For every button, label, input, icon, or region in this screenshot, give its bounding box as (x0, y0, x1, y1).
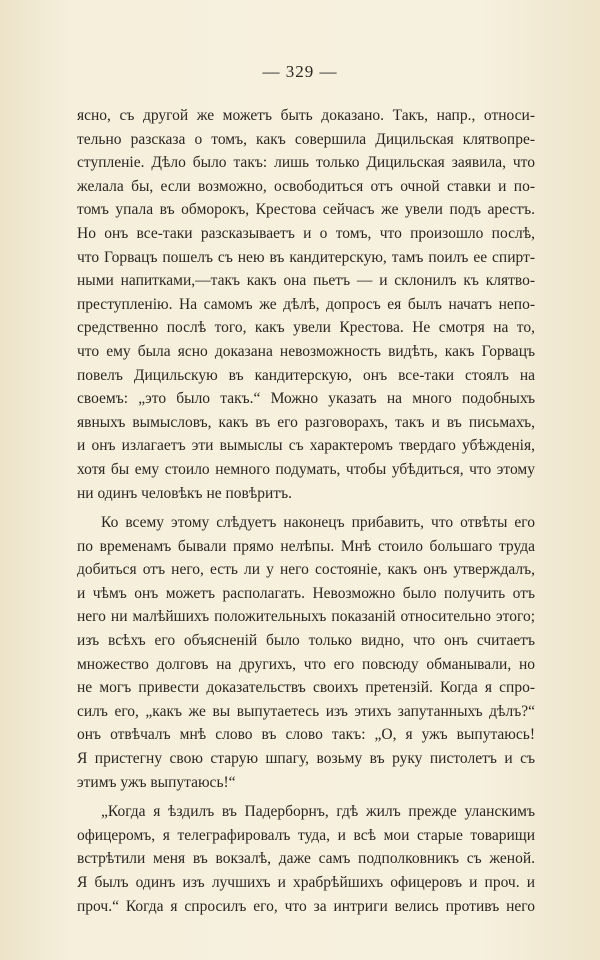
text-line: что ему была ясно доказана невозможность видѣть, какъ Горвацъ (77, 342, 535, 360)
text-line: „Когда я ѣздилъ въ Падерборнъ, гдѣ жилъ прежде уланскимъ (101, 803, 535, 821)
text-line: и чѣмъ онъ можетъ располагать. Невозможно было получить отъ (77, 584, 535, 602)
text-line: и онъ излагаетъ эти вымыслы съ характеромъ твердаго убѣжденія, (77, 437, 535, 455)
text-line: проч.“ Когда я спросилъ его, что за интриги велись противъ него (77, 897, 535, 915)
text-line: изъ всѣхъ его объясненій было только видно, что онъ считаетъ (77, 632, 535, 650)
text-line: по временамъ бывали прямо нелѣпы. Мнѣ стоило большаго труда (77, 537, 535, 555)
text-line: онъ отвѣчалъ мнѣ слово въ слово такъ: „О, я ужъ выпутаюсь! (77, 726, 535, 744)
text-line: тельно разсказа о томъ, какъ совершила Дицильская клятвопре- (77, 130, 535, 148)
text-line: добиться отъ него, есть ли у него состояніе, какъ онъ утверждалъ, (77, 561, 535, 579)
text-line: средственно послѣ того, какъ увели Крестова. Не смотря на то, (77, 319, 535, 337)
text-line: желала бы, если возможно, освободиться отъ очной ставки и по- (77, 177, 535, 195)
page-body (77, 104, 535, 918)
text-line: хотя бы ему стоило немного подумать, чтобы убѣдиться, что этому (77, 460, 535, 478)
text-line: преступленію. На самомъ же дѣлѣ, допросъ ея былъ начатъ непо- (77, 295, 535, 313)
text-line: Ко всему этому слѣдуетъ наконецъ прибавить, что отвѣты его (101, 514, 535, 532)
text-line: этимъ ужъ выпутаюсь!“ (77, 773, 236, 791)
text-line: Я пристегну свою старую шпагу, возьму въ руку пистолетъ и съ (77, 750, 535, 768)
text-line: ясно, съ другой же можетъ быть доказано. Такъ, напр., относи- (77, 107, 535, 124)
text-line: ными напитками,—такъ какъ она пьетъ — и склонилъ къ клятво- (77, 272, 535, 290)
text-line: ступленіе. Дѣло было такъ: лишь только Дицильская заявила, что (77, 154, 535, 172)
text-line: офицеромъ, я телеграфировалъ туда, и всѣ мои старые товарищи (77, 826, 535, 844)
text-line: множество долговъ на другихъ, что его повсюду обманывали, но (77, 655, 535, 673)
text-line: своемъ: „это было такъ.“ Можно указать на много подобныхъ (77, 390, 535, 408)
text-line: явныхъ вымысловъ, какъ въ его разговорахъ, такъ и въ письмахъ, (77, 413, 535, 431)
page-number: — 329 — (262, 62, 338, 81)
text-line: него ни малѣйшихъ положительныхъ показаній относительно этого; (77, 608, 535, 626)
text-line: встрѣтили меня въ вокзалѣ, даже самъ подполковникъ съ женой. (77, 850, 535, 868)
text-line: силъ его, „какъ же вы выпутаетесь изъ этихъ запутанныхъ дѣлъ?“ (77, 702, 535, 720)
text-line: повелъ Дицильскую въ кандитерскую, онъ все-таки стоялъ на (77, 366, 535, 384)
text-line: что Горвацъ пошелъ съ нею въ кандитерскую, тамъ поилъ ее спирт- (77, 248, 535, 266)
text-line: не могъ привести доказательствъ своихъ претензій. Когда я спро- (77, 679, 535, 697)
text-line: томъ упала въ обморокъ, Крестова сейчасъ же увели подъ арестъ. (77, 201, 535, 219)
text-line: Я былъ одинъ изъ лучшихъ и храбрѣйшихъ офицеровъ и проч. и (77, 874, 535, 891)
text-line: Но онъ все-таки разсказываетъ и о томъ, что произошло послѣ, (77, 224, 535, 242)
text-line: ни одинъ человѣкъ не повѣритъ. (77, 484, 292, 502)
